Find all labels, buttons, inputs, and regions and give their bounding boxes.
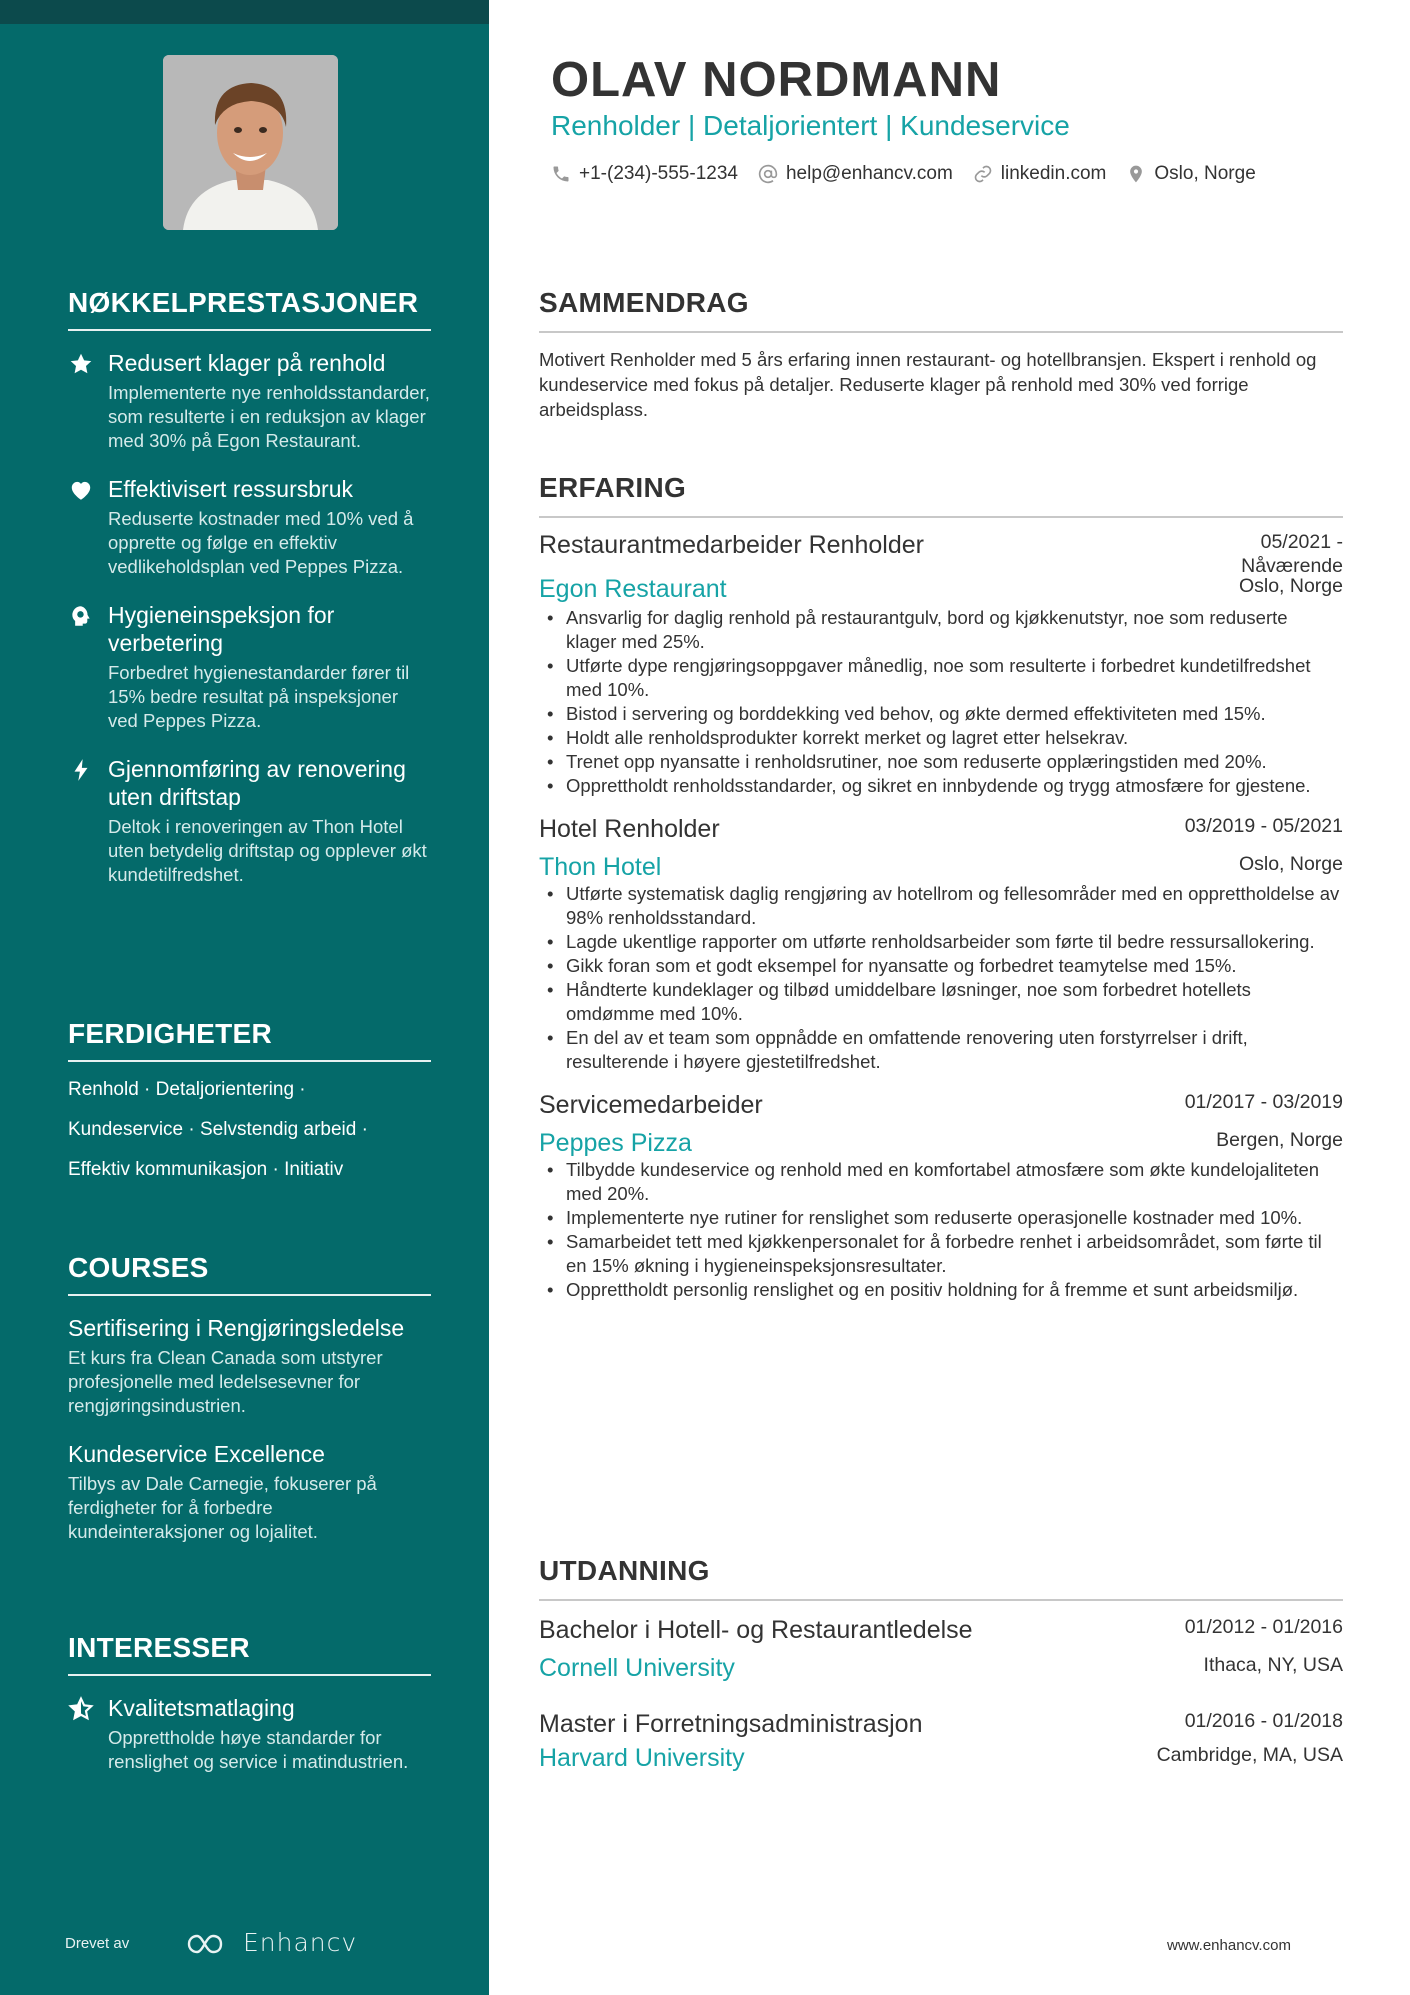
achievement-item [68,475,431,579]
powered-by-label: Drevet av [65,1935,130,1952]
candidate-name: OLAV NORDMANN [551,53,1002,107]
bullet-item: • Gikk foran som et godt eksempel for nyansatte og forbedret teamytelse med 15%. [539,954,1343,978]
profile-photo [163,55,338,230]
job-title: Servicemedarbeider [539,1091,763,1119]
skills-heading: FERDIGHETER [68,1018,431,1062]
star-icon [68,351,94,377]
summary-text: Motivert Renholder med 5 års erfaring innen restaurant- og hotellbransjen. Ekspert i renhold og kundeservice med fokus på detaljer. Reduserte klager på renhold med 30% ved forrige arbeidsplass. [539,349,1317,420]
achievements-heading: NØKKELPRESTASJONER [68,287,431,331]
bullet-item: • Tilbydde kundeservice og renhold med en komfortabel atmosfære som økte kundelojaliteten med 20%. [539,1158,1343,1206]
courses-section [68,1252,431,1544]
education-date: 01/2016 - 01/2018 [1184,1710,1343,1732]
job-company: Thon Hotel [539,853,662,881]
school-name: Harvard University [539,1744,745,1772]
job-company: Peppes Pizza [539,1129,692,1157]
bullet-item: • Opprettholdt renholdsstandarder, og sikret en innbydende og trygg atmosfære for gjestene. [539,774,1343,798]
powered-by-footer [65,1930,365,1970]
sidebar-top-bar [0,0,489,24]
course-desc: Et kurs fra Clean Canada som utstyrer profesjonelle med ledelsesevner for rengjøringsindustrien. [68,1347,383,1416]
education-entry [539,1615,1343,1683]
achievement-item [68,601,431,733]
course-title: Sertifisering i Rengjøringsledelse [68,1315,405,1341]
bullet-item: • Trenet opp nyansatte i renholdsrutiner, noe som reduserte opplæringstiden med 20%. [539,750,1343,774]
contact-email[interactable] [758,163,953,185]
job-title: Restaurantmedarbeider Renholder [539,531,924,559]
job-date: 03/2019 - 05/2021 [1184,815,1343,837]
achievement-desc: Reduserte kostnader med 10% ved å opprette og følge en effektiv vedlikeholdsplan ved Peppes Pizza. [108,508,414,577]
achievement-desc: Deltok i renoveringen av Thon Hotel uten betydelig driftstap og opplever økt kundetilfredshet. [108,816,427,885]
bullet-item: • Opprettholdt personlig renslighet og en positiv holdning for å fremme et sunt arbeidsmiljø. [539,1278,1343,1302]
headline: Renholder | Detaljorientert | Kundeservice [551,110,1070,141]
phone-icon [551,164,571,184]
education-date: 01/2012 - 01/2016 [1184,1616,1343,1638]
achievements-section [68,287,431,887]
job-date [1241,530,1343,578]
contact-location [1126,163,1255,185]
lightning-bolt-icon [68,757,94,783]
interest-title: Kvalitetsmatlaging [108,1695,295,1721]
half-star-icon [68,1696,94,1722]
summary-heading: SAMMENDRAG [539,287,1343,333]
at-icon [758,164,778,184]
achievement-item [68,755,431,887]
enhancv-brand: Enhancv [243,1928,358,1957]
location-pin-icon [1126,164,1146,184]
link-icon [973,164,993,184]
skills-line: Renhold · Detaljorientering · [68,1079,306,1100]
achievement-title: Hygieneinspeksjon for verbetering [108,602,335,656]
site-footer-link[interactable]: www.enhancv.com [1167,1937,1291,1954]
skills-line: Kundeservice · Selvstendig arbeid · [68,1119,368,1140]
achievement-desc: Implementerte nye renholdsstandarder, som resulterte i en reduksjon av klager med 30% på Egon Restaurant. [108,382,430,451]
achievement-title: Effektivisert ressursbruk [108,476,353,502]
email-text: help@enhancv.com [785,163,953,184]
job-date: 01/2017 - 03/2019 [1184,1091,1343,1113]
school-name: Cornell University [539,1654,735,1682]
bullet-item: • Samarbeidet tett med kjøkkenpersonalet for å forbedre renhet i arbeidsområdet, som førte til en 15% økning i hygieneinspeksjonsresultater. [539,1230,1343,1278]
contact-row [551,160,1256,188]
contact-phone[interactable] [551,163,738,185]
job-entry [539,814,1343,1074]
bullet-item: • Ansvarlig for daglig renhold på restaurantgulv, bord og kjøkkenutstyr, noe som reduserte klager med 25%. [539,606,1343,654]
job-title: Hotel Renholder [539,815,720,843]
education-location: Ithaca, NY, USA [1203,1654,1343,1676]
contact-linkedin[interactable] [973,163,1107,185]
bullet-item: • Lagde ukentlige rapporter om utførte renholdsarbeider som førte til bedre ressursallokering. [539,930,1343,954]
bullet-item: • Utførte systematisk daglig rengjøring av hotellrom og fellesområder med en opprettholdelse av 98% renholdsstandard. [539,882,1343,930]
courses-heading: COURSES [68,1252,431,1296]
job-entry [539,530,1343,798]
experience-heading: ERFARING [539,472,1343,518]
job-location: Oslo, Norge [1238,853,1343,875]
education-location: Cambridge, MA, USA [1156,1744,1343,1766]
achievement-item [68,349,431,453]
phone-text: +1-(234)-555-1234 [579,163,738,184]
bullet-item: • Bistod i servering og borddekking ved behov, og økte dermed effektiviteten med 15%. [539,702,1343,726]
job-location: Bergen, Norge [1216,1129,1343,1151]
location-text: Oslo, Norge [1154,163,1256,184]
linkedin-text: linkedin.com [1000,163,1107,184]
sidebar [0,0,489,1995]
job-company: Egon Restaurant [539,575,727,603]
job-date-start: 05/2021 - [1260,531,1343,553]
interest-item [68,1694,431,1774]
job-bullets [539,606,1343,798]
job-entry [539,1090,1343,1302]
degree-title: Bachelor i Hotell- og Restaurantledelse [539,1616,973,1644]
interests-heading: INTERESSER [68,1632,431,1676]
education-heading: UTDANNING [539,1555,1343,1601]
job-bullets [539,882,1343,1074]
skills-line: Effektiv kommunikasjon · Initiativ [68,1159,344,1180]
achievement-title: Redusert klager på renhold [108,350,386,376]
interest-desc: Opprettholde høye standarder for renslighet og service i matindustrien. [108,1727,409,1772]
enhancv-logo-icon [185,1932,233,1956]
bullet-item: • En del av et team som oppnådde en omfattende renovering uten forstyrrelser i drift, resulterende i høyere gjestetilfredshet. [539,1026,1343,1074]
bullet-item: • Utførte dype rengjøringsoppgaver månedlig, noe som resulterte i forbedret kundetilfredshet med 10%. [539,654,1343,702]
bullet-item: • Holdt alle renholdsprodukter korrekt merket og lagret etter helsekrav. [539,726,1343,750]
summary-section [539,287,1343,422]
job-bullets [539,1158,1343,1302]
heart-icon [68,477,94,503]
course-desc: Tilbys av Dale Carnegie, fokuserer på ferdigheter for å forbedre kundeinteraksjoner og lojalitet. [68,1473,377,1542]
achievement-desc: Forbedret hygienestandarder fører til 15% bedre resultat på inspeksjoner ved Peppes Pizza. [108,662,410,731]
education-entry [539,1709,1343,1773]
bullet-item: • Implementerte nye rutiner for renslighet som reduserte operasjonelle kostnader med 10%. [539,1206,1343,1230]
bullet-item: • Håndterte kundeklager og tilbød umiddelbare løsninger, noe som forbedret hotellets omdømme med 10%. [539,978,1343,1026]
job-location: Oslo, Norge [1238,575,1343,597]
course-title: Kundeservice Excellence [68,1441,325,1467]
head-lightbulb-icon [68,603,94,629]
interests-section [68,1632,431,1774]
skills-section [68,1018,431,1182]
degree-title: Master i Forretningsadministrasjon [539,1710,923,1738]
achievement-title: Gjennomføring av renovering uten driftstap [108,756,406,810]
education-section [539,1555,1343,1773]
job-date-end: Nåværende [1241,555,1343,577]
experience-section [539,472,1343,1302]
